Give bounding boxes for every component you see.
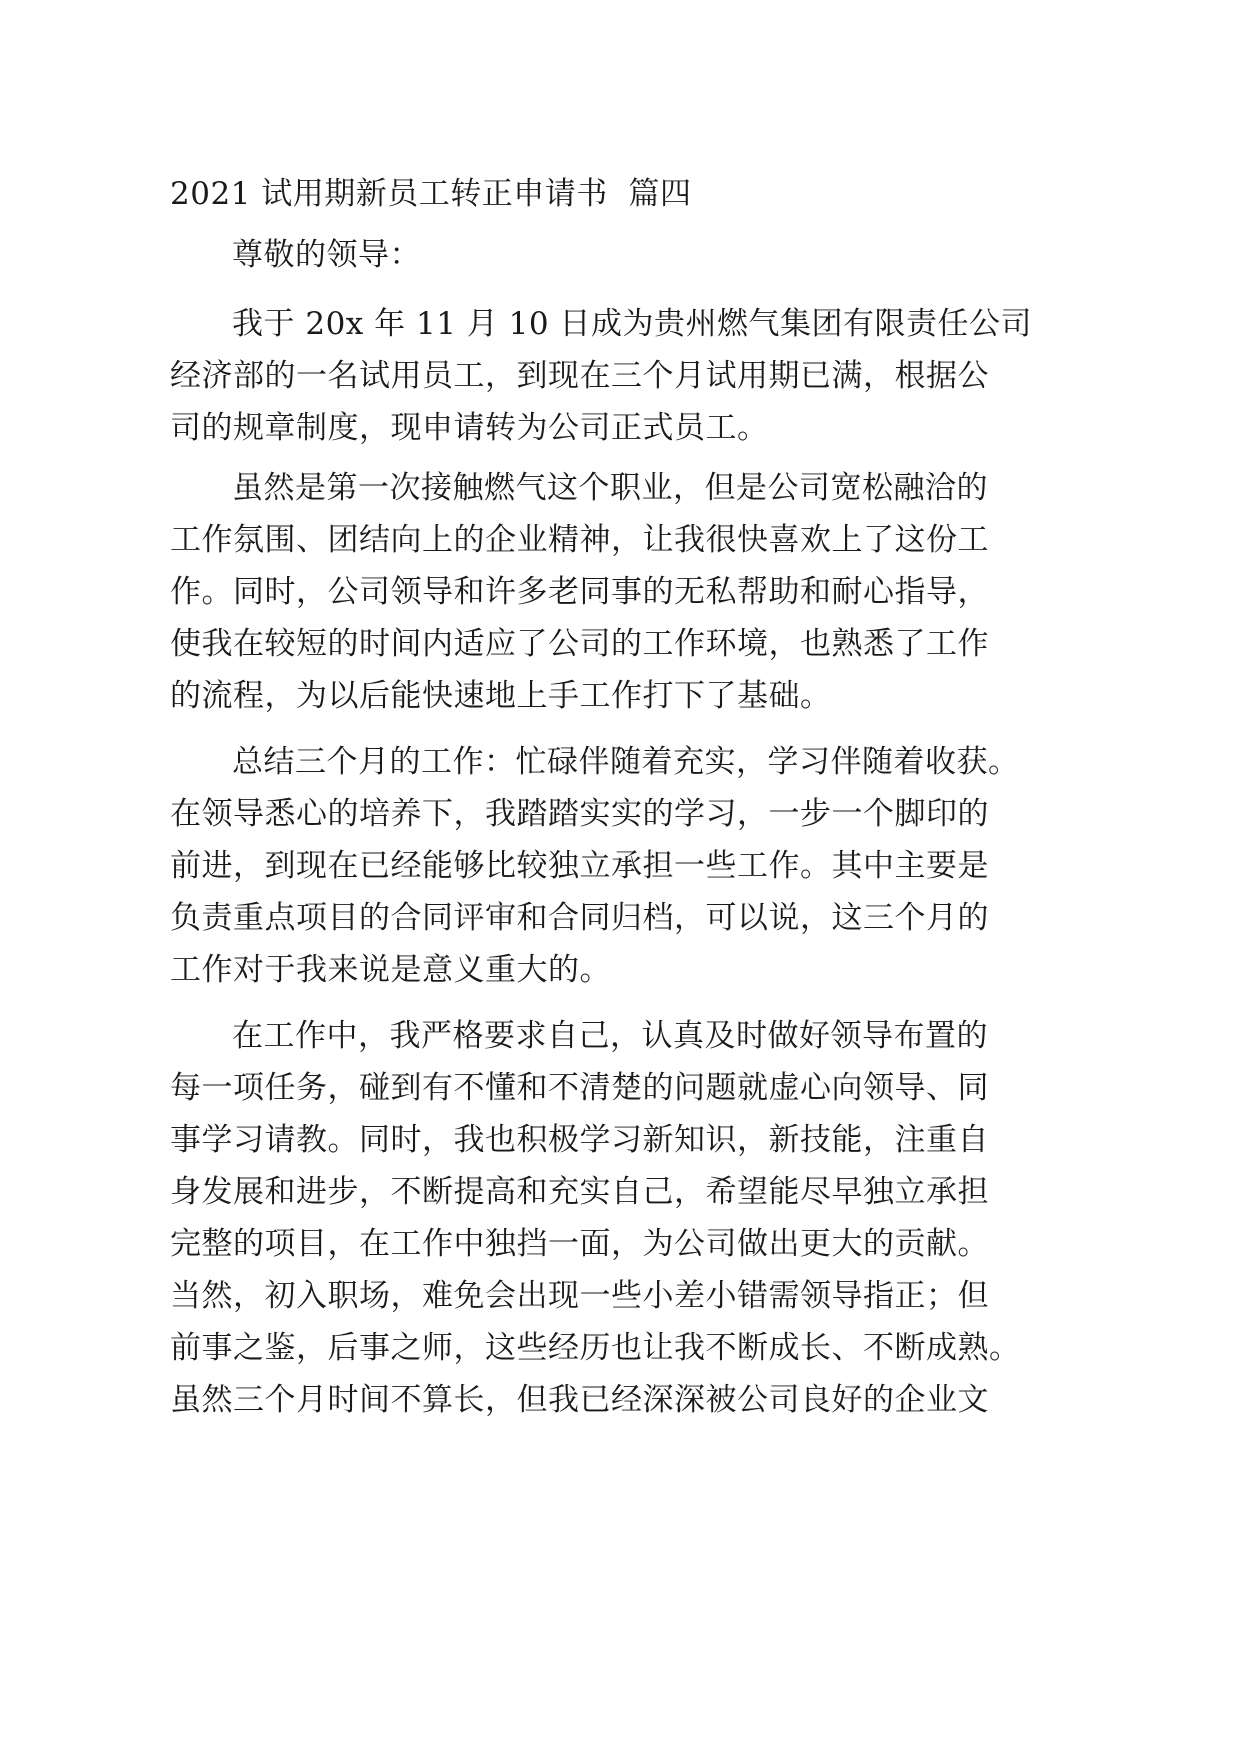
body-line: 虽然三个月时间不算长，但我已经深深被公司良好的企业文 bbox=[170, 1382, 989, 1418]
body-line: 每一项任务，碰到有不懂和不清楚的问题就虚心向领导、同 bbox=[170, 1070, 989, 1106]
body-line: 前事之鉴，后事之师，这些经历也让我不断成长、不断成熟。 bbox=[170, 1330, 1021, 1366]
body-line: 作。同时，公司领导和许多老同事的无私帮助和耐心指导， bbox=[170, 574, 989, 610]
body-line: 工作氛围、团结向上的企业精神，让我很快喜欢上了这份工 bbox=[170, 522, 989, 558]
body-line: 在工作中，我严格要求自己，认真及时做好领导布置的 bbox=[232, 1018, 988, 1054]
body-line: 我于 20x 年 11 月 10 日成为贵州燃气集团有限责任公司 bbox=[232, 306, 1032, 342]
body-line: 的流程，为以后能快速地上手工作打下了基础。 bbox=[170, 678, 832, 714]
body-line: 前进，到现在已经能够比较独立承担一些工作。其中主要是 bbox=[170, 848, 989, 884]
body-line: 负责重点项目的合同评审和合同归档，可以说，这三个月的 bbox=[170, 900, 989, 936]
document-title: 2021 试用期新员工转正申请书 篇四 bbox=[170, 176, 692, 212]
body-line: 当然，初入职场，难免会出现一些小差小错需领导指正；但 bbox=[170, 1278, 989, 1314]
body-line: 在领导悉心的培养下，我踏踏实实的学习，一步一个脚印的 bbox=[170, 796, 989, 832]
body-line: 使我在较短的时间内适应了公司的工作环境，也熟悉了工作 bbox=[170, 626, 989, 662]
body-line: 经济部的一名试用员工，到现在三个月试用期已满，根据公 bbox=[170, 358, 989, 394]
salutation: 尊敬的领导： bbox=[232, 237, 421, 273]
body-line: 身发展和进步，不断提高和充实自己，希望能尽早独立承担 bbox=[170, 1174, 989, 1210]
body-line: 事学习请教。同时，我也积极学习新知识，新技能，注重自 bbox=[170, 1122, 989, 1158]
body-line: 完整的项目，在工作中独挡一面，为公司做出更大的贡献。 bbox=[170, 1226, 989, 1262]
body-line: 司的规章制度，现申请转为公司正式员工。 bbox=[170, 410, 769, 446]
body-line: 工作对于我来说是意义重大的。 bbox=[170, 952, 611, 988]
body-line: 总结三个月的工作：忙碌伴随着充实，学习伴随着收获。 bbox=[232, 744, 1020, 780]
body-line: 虽然是第一次接触燃气这个职业，但是公司宽松融洽的 bbox=[232, 470, 988, 506]
